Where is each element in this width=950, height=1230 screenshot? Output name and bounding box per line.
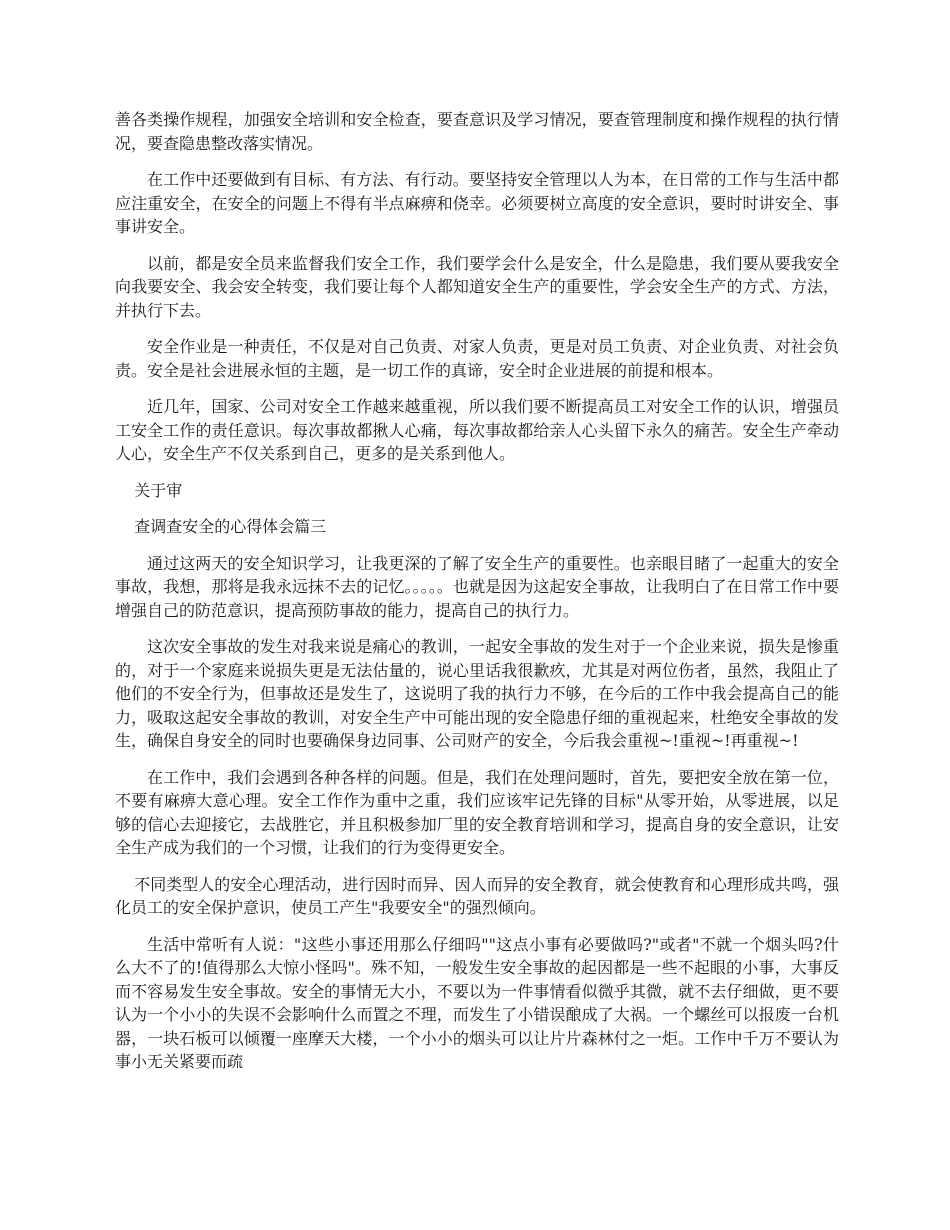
paragraph: 近几年，国家、公司对安全工作越来越重视，所以我们要不断提高员工对安全工作的认识，增强员工安全工作的责任意识。每次事故都揪人心痛，每次事故都给亲人心头留下永久的痛苦。安全生产牵动人心，安全生产不仅关系到自己，更多的是关系到他人。: [115, 397, 839, 463]
section-heading: 查调查安全的心得体会篇三: [134, 517, 327, 536]
paragraph: 通过这两天的安全知识学习，让我更深的了解了安全生产的重要性。也亲眼目睹了一起重大的安全事故，我想，那将是我永远抹不去的记忆。。。。。也就是因为这起安全事故，让我明白了在日常工作中要增强自己的防范意识，提高预防事故的能力，提高自己的执行力。: [115, 553, 839, 620]
paragraph: 善各类操作规程，加强安全培训和安全检查，要查意识及学习情况，要查管理制度和操作规程的执行情况，要查隐患整改落实情况。: [115, 110, 839, 153]
document-page: [115, 108, 839, 1087]
paragraph: 在工作中还要做到有目标、有方法、有行动。要坚持安全管理以人为本，在日常的工作与生活中都应注重安全，在安全的问题上不得有半点麻痹和侥幸。必须要树立高度的安全意识，要时时讲安全、事事讲安全。: [115, 170, 839, 236]
paragraph: 生活中常听有人说："这些小事还用那么仔细吗""这点小事有必要做吗?"或者"不就一个烟头吗?什么大不了的!值得那么大惊小怪吗"。殊不知，一般发生安全事故的起因都是一些不起眼的小事，大事反而不容易发生安全事故。安全的事情无大小，不要以为一件事情看似微乎其微，就不去仔细做，更不要认为一个小小的失误不会影响什么而置之不理，而发生了小错误酿成了大祸。一个螺丝可以报废一台机器，一块石板可以倾覆一座摩天大楼，一个小小的烟头可以让片片森林付之一炬。工作中千万不要认为事小无关紧要而疏: [115, 934, 839, 1071]
section-heading-fragment: 关于审: [134, 480, 183, 500]
paragraph: 安全作业是一种责任，不仅是对自己负责、对家人负责，更是对员工负责、对企业负责、对社会负责。安全是社会进展永恒的主题，是一切工作的真谛，安全时企业进展的前提和根本。: [115, 337, 839, 380]
paragraph: 不同类型人的安全心理活动，进行因时而异、因人而异的安全教育，就会使教育和心理形成共鸣，强化员工的安全保护意识，使员工产生"我要安全"的强烈倾向。: [115, 874, 839, 917]
paragraph: 这次安全事故的发生对我来说是痛心的教训，一起安全事故的发生对于一个企业来说，损失是惨重的，对于一个家庭来说损失更是无法估量的，说心里话我很歉疚，尤其是对两位伤者，虽然，我阻止了他们的不安全行为，但事故还是发生了，这说明了我的执行力不够，在今后的工作中我会提高自己的能力，吸取这起安全事故的教训，对安全生产中可能出现的安全隐患仔细的重视起来，杜绝安全事故的发生，确保自身安全的同时也要确保身边同事、公司财产的安全，今后我会重视~!重视~!再重视~!: [115, 637, 839, 750]
paragraph: 在工作中，我们会遇到各种各样的问题。但是，我们在处理问题时，首先，要把安全放在第一位，不要有麻痹大意心理。安全工作作为重中之重，我们应该牢记先锋的目标"从零开始，从零进展，以足够的信心去迎接它，去战胜它，并且积极参加厂里的安全教育培训和学习，提高自身的安全意识，让安全生产成为我们的一个习惯，让我们的行为变得更安全。: [115, 767, 839, 857]
paragraph: 以前，都是安全员来监督我们安全工作，我们要学会什么是安全，什么是隐患，我们要从要我安全向我要安全、我会安全转变，我们要让每个人都知道安全生产的重要性，学会安全生产的方式、方法，并执行下去。: [115, 253, 839, 320]
